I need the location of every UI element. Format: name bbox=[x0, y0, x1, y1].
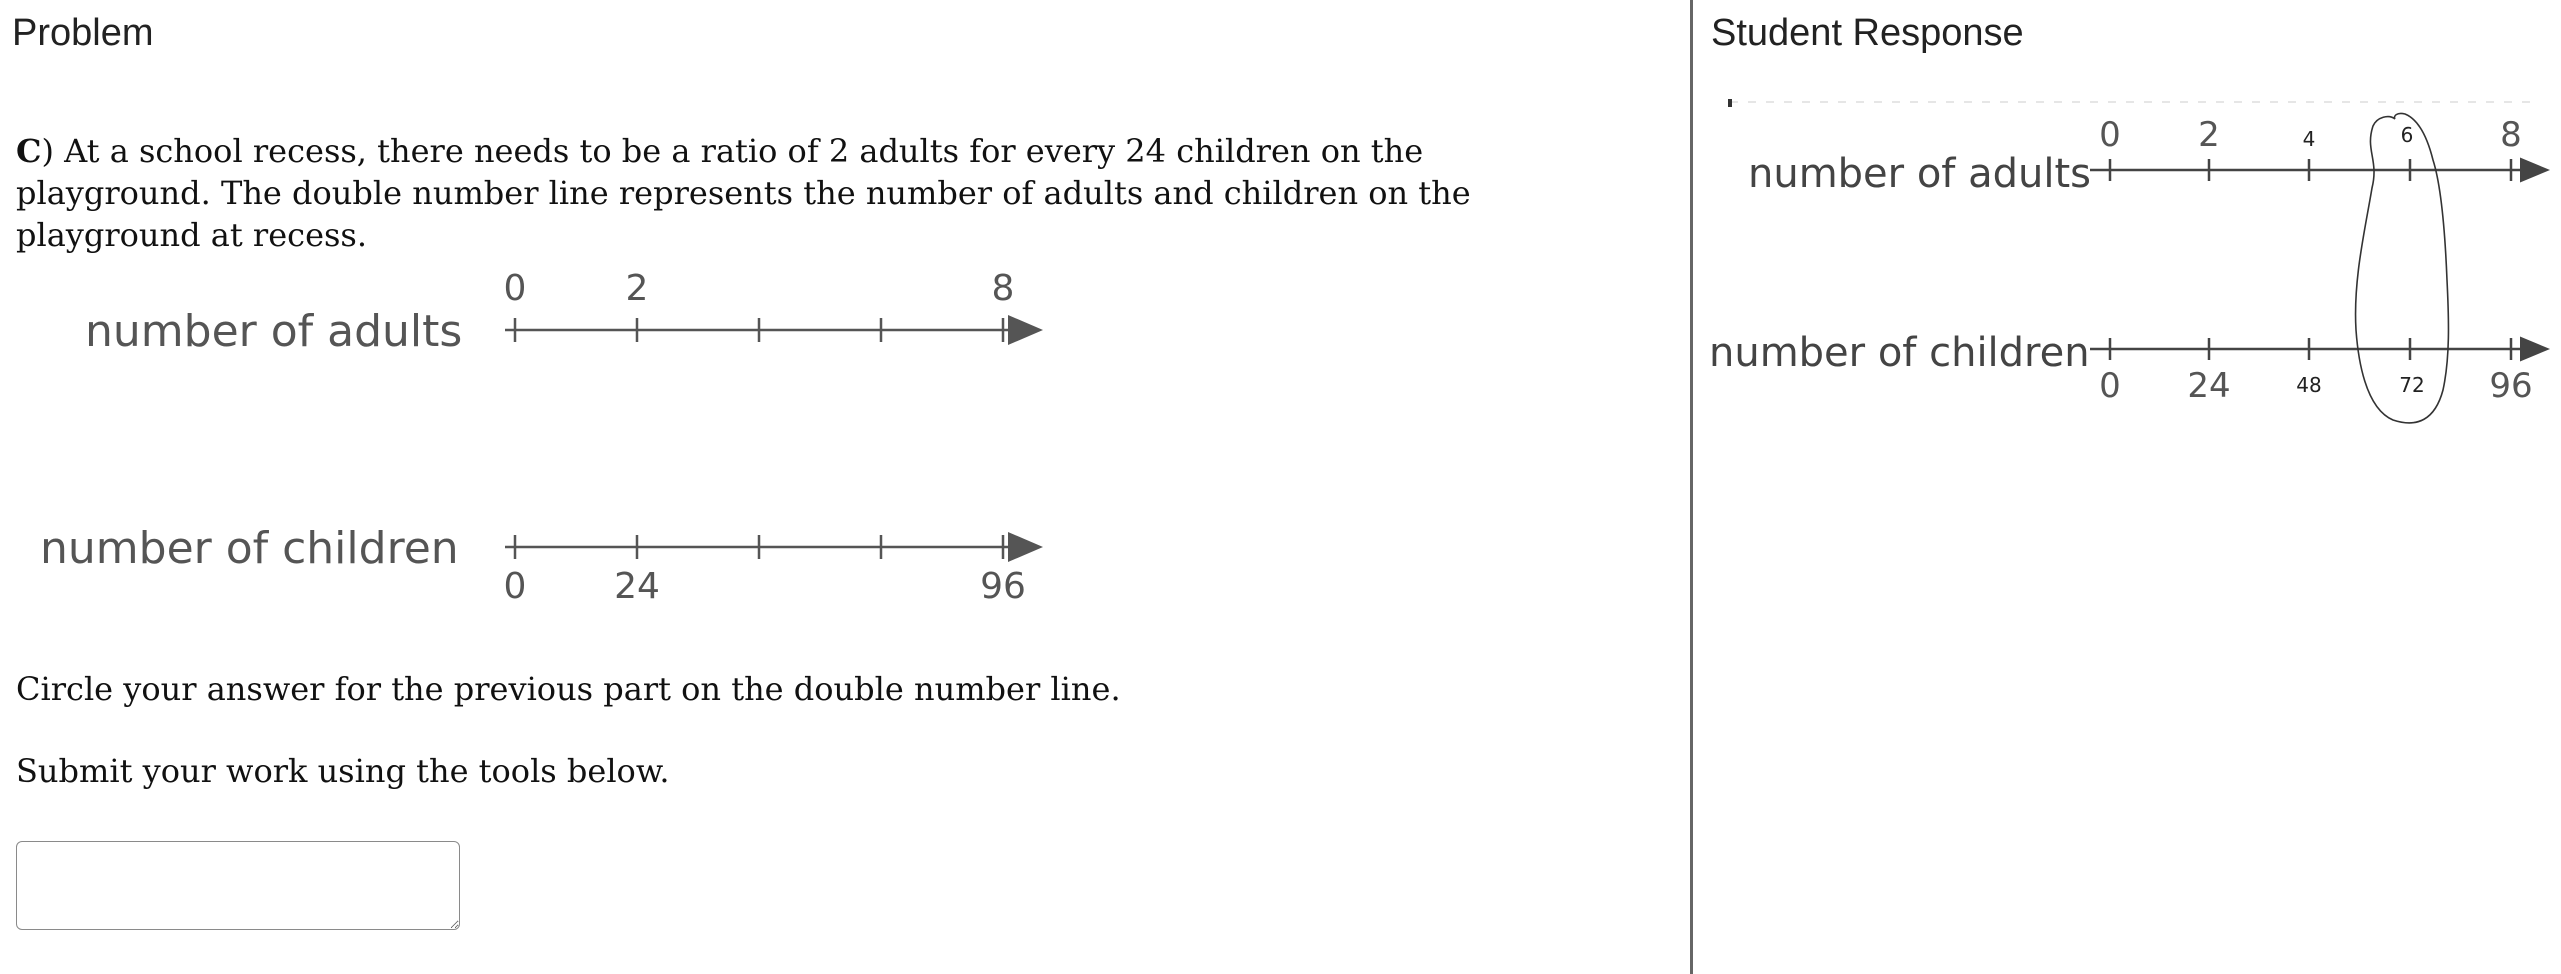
response-adults-tick-label: 2 bbox=[2198, 115, 2220, 155]
circle-instruction: Circle your answer for the previous part on the double number line. bbox=[16, 670, 1121, 708]
response-children-tick-label: 48 bbox=[2296, 373, 2322, 397]
response-adults-tick-label: 0 bbox=[2099, 115, 2121, 155]
problem-adults-tick-label: 8 bbox=[991, 268, 1015, 309]
problem-children-tick-label: 24 bbox=[614, 566, 660, 607]
problem-statement-text: ) At a school recess, there needs to be a ratio of 2 adults for every 24 children on the playground. The double number line represents the number of adults and children on the playground at recess. bbox=[16, 132, 1471, 254]
response-adults-tick-label: 8 bbox=[2500, 115, 2522, 155]
response-adults-tick-label: 4 bbox=[2302, 127, 2316, 151]
problem-panel-title: Problem bbox=[12, 12, 154, 54]
problem-adults-label: number of adults bbox=[85, 306, 463, 357]
part-label: C bbox=[16, 132, 42, 170]
answer-textarea[interactable] bbox=[16, 841, 460, 930]
response-children-tick-label: 72 bbox=[2399, 373, 2425, 397]
response-adults-label: number of adults bbox=[1748, 151, 2091, 197]
problem-adults-tick-label: 2 bbox=[625, 268, 649, 309]
submit-instruction: Submit your work using the tools below. bbox=[16, 752, 670, 790]
problem-children-label: number of children bbox=[40, 523, 459, 574]
response-children-tick-label: 96 bbox=[2489, 366, 2533, 406]
problem-children-tick-label: 96 bbox=[980, 566, 1026, 607]
student-response-panel-title: Student Response bbox=[1711, 12, 2024, 54]
problem-children-tick-label: 0 bbox=[503, 566, 527, 607]
response-adults-tick-label: 6 bbox=[2400, 123, 2414, 147]
problem-adults-tick-label: 0 bbox=[503, 268, 527, 309]
response-children-label: number of children bbox=[1709, 330, 2090, 376]
panel-divider bbox=[1690, 0, 1693, 974]
problem-statement bbox=[16, 130, 1536, 256]
ink-dot bbox=[1728, 99, 1732, 107]
response-children-tick-label: 24 bbox=[2187, 366, 2231, 406]
response-children-tick-label: 0 bbox=[2099, 366, 2121, 406]
student-response-double-number-line bbox=[1705, 90, 2545, 430]
problem-double-number-line bbox=[40, 250, 1080, 610]
